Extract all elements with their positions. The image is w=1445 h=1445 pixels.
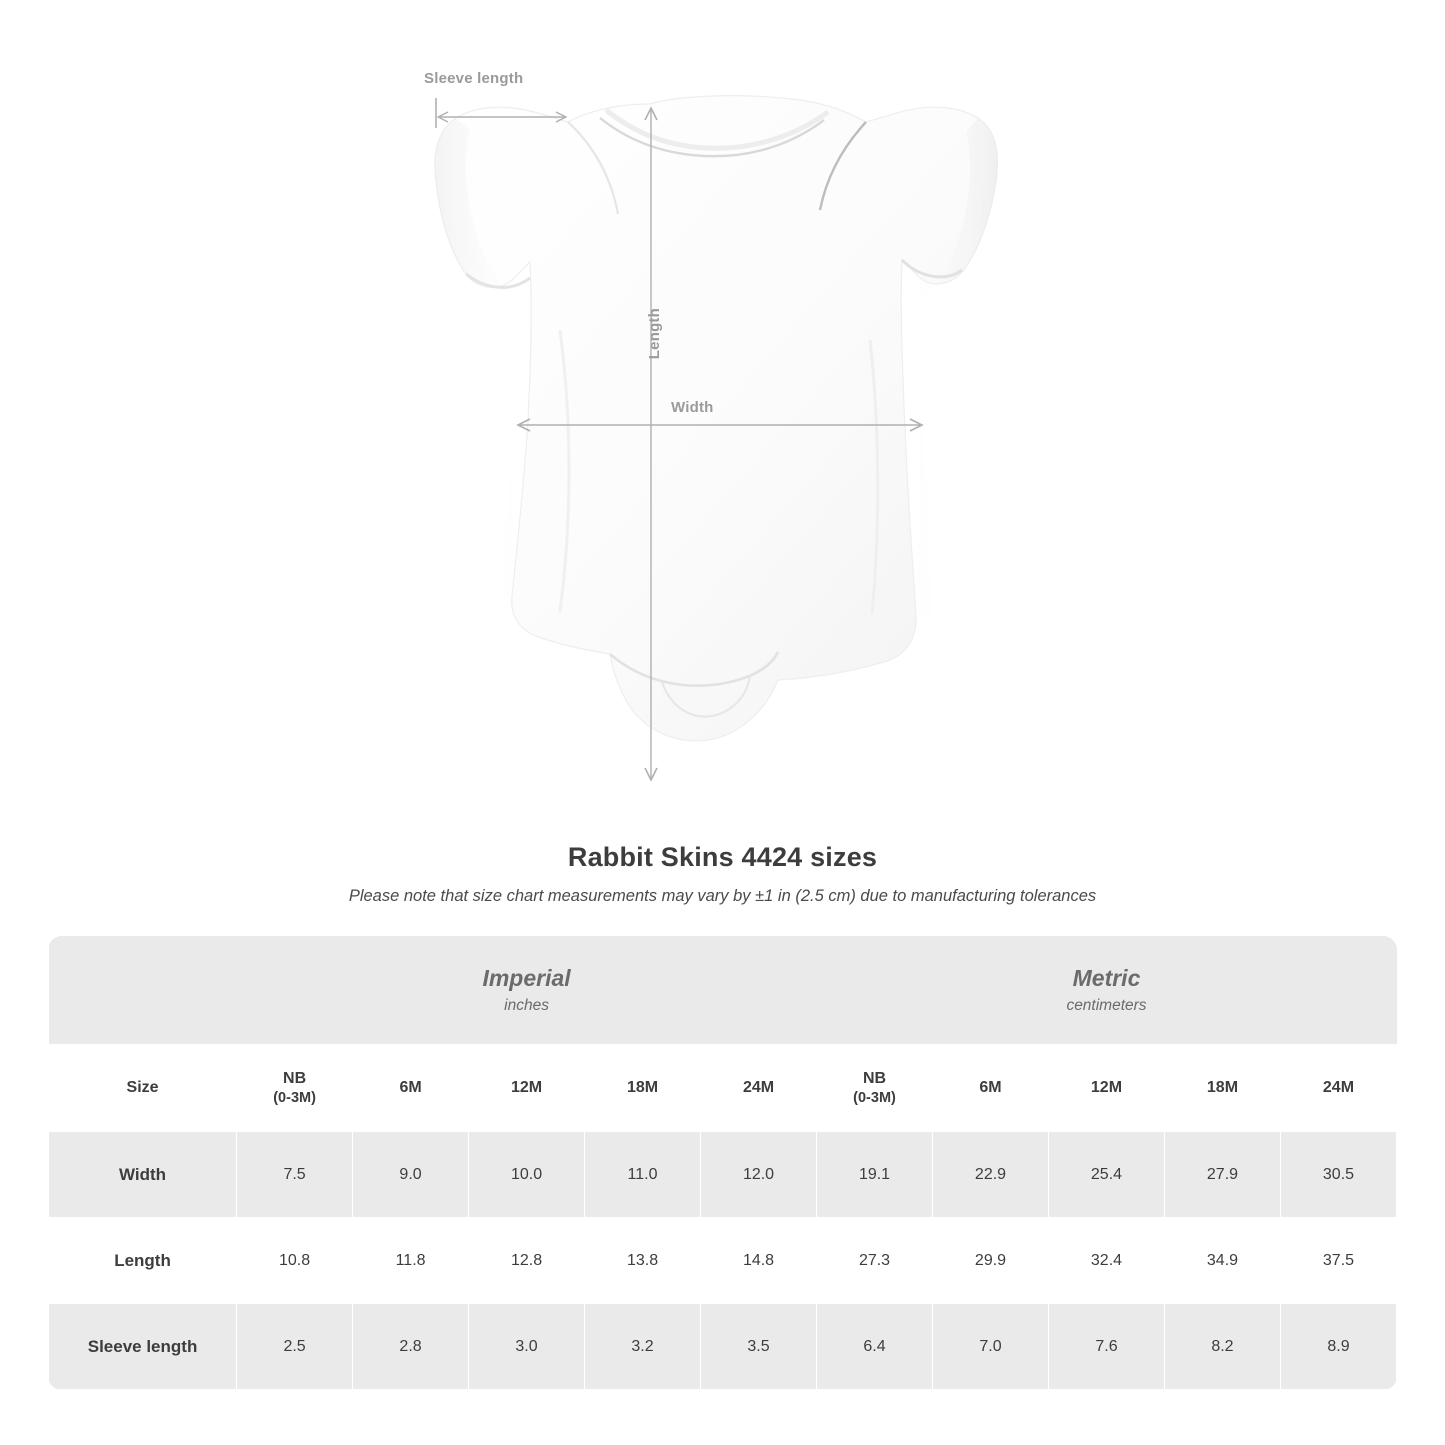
unit-corner-cell [49, 936, 237, 1045]
cell-width-6m-in: 9.0 [353, 1132, 469, 1218]
sleeve-length-dimension-label: Sleeve length [424, 70, 524, 87]
table-row [49, 1218, 1397, 1304]
cell-sleeve-24m-cm: 8.9 [1280, 1304, 1396, 1390]
column-header-sub: (0-3M) [273, 1090, 316, 1106]
width-dimension-label: Width [671, 399, 714, 416]
cell-sleeve-12m-in: 3.0 [469, 1304, 585, 1390]
column-header-24m-imperial: 24M [701, 1045, 817, 1132]
row-label-width: Width [49, 1132, 237, 1218]
cell-length-24m-cm: 37.5 [1280, 1218, 1396, 1304]
column-header-6m-metric: 6M [933, 1045, 1049, 1132]
cell-sleeve-18m-in: 3.2 [585, 1304, 701, 1390]
cell-sleeve-18m-cm: 8.2 [1164, 1304, 1280, 1390]
cell-length-nb-in: 10.8 [237, 1218, 353, 1304]
cell-width-6m-cm: 22.9 [933, 1132, 1049, 1218]
cell-length-6m-in: 11.8 [353, 1218, 469, 1304]
cell-sleeve-nb-cm: 6.4 [817, 1304, 933, 1390]
table-row [49, 1132, 1397, 1218]
column-header-18m-metric: 18M [1164, 1045, 1280, 1132]
unit-group-metric-sub: centimeters [1066, 997, 1147, 1015]
cell-length-12m-cm: 32.4 [1048, 1218, 1164, 1304]
column-header-12m-metric: 12M [1048, 1045, 1164, 1132]
unit-group-metric [817, 936, 1397, 1045]
cell-sleeve-6m-cm: 7.0 [933, 1304, 1049, 1390]
column-header-6m-imperial: 6M [353, 1045, 469, 1132]
title-block [0, 842, 1445, 906]
table-row [49, 1304, 1397, 1390]
column-header-18m-imperial: 18M [585, 1045, 701, 1132]
cell-width-nb-cm: 19.1 [817, 1132, 933, 1218]
cell-length-18m-in: 13.8 [585, 1218, 701, 1304]
length-dimension-label: Length [646, 308, 663, 360]
size-table-wrap [48, 936, 1397, 1390]
cell-length-24m-in: 14.8 [701, 1218, 817, 1304]
row-label-sleeve-length: Sleeve length [49, 1304, 237, 1390]
column-header-main: NB [862, 1070, 887, 1087]
cell-sleeve-6m-in: 2.8 [353, 1304, 469, 1390]
cell-width-24m-in: 12.0 [701, 1132, 817, 1218]
row-label-length: Length [49, 1218, 237, 1304]
cell-sleeve-nb-in: 2.5 [237, 1304, 353, 1390]
cell-width-12m-in: 10.0 [469, 1132, 585, 1218]
cell-length-18m-cm: 34.9 [1164, 1218, 1280, 1304]
size-table [48, 936, 1397, 1390]
cell-width-nb-in: 7.5 [237, 1132, 353, 1218]
cell-width-12m-cm: 25.4 [1048, 1132, 1164, 1218]
column-header-nb-imperial [237, 1045, 353, 1132]
cell-width-24m-cm: 30.5 [1280, 1132, 1396, 1218]
column-header-sub: (0-3M) [853, 1090, 896, 1106]
cell-sleeve-24m-in: 3.5 [701, 1304, 817, 1390]
cell-length-nb-cm: 27.3 [817, 1218, 933, 1304]
unit-group-imperial [237, 936, 817, 1045]
column-header-main: NB [283, 1070, 307, 1087]
unit-group-imperial-name: Imperial [482, 964, 571, 991]
cell-length-12m-in: 12.8 [469, 1218, 585, 1304]
column-header-nb-metric [817, 1045, 933, 1132]
column-header-12m-imperial: 12M [469, 1045, 585, 1132]
unit-group-imperial-sub: inches [504, 997, 549, 1015]
chart-note: Please note that size chart measurements may vary by ±1 in (2.5 cm) due to manufacturing tolerances [348, 887, 1097, 905]
unit-header-row [49, 936, 1397, 1045]
cell-width-18m-in: 11.0 [585, 1132, 701, 1218]
column-header-row [49, 1045, 1397, 1132]
chart-title: Rabbit Skins 4424 sizes [567, 842, 878, 872]
row-header-label: Size [49, 1045, 237, 1132]
unit-group-metric-name: Metric [1072, 964, 1141, 991]
cell-sleeve-12m-cm: 7.6 [1048, 1304, 1164, 1390]
cell-length-6m-cm: 29.9 [933, 1218, 1049, 1304]
cell-width-18m-cm: 27.9 [1164, 1132, 1280, 1218]
column-header-24m-metric: 24M [1280, 1045, 1396, 1132]
